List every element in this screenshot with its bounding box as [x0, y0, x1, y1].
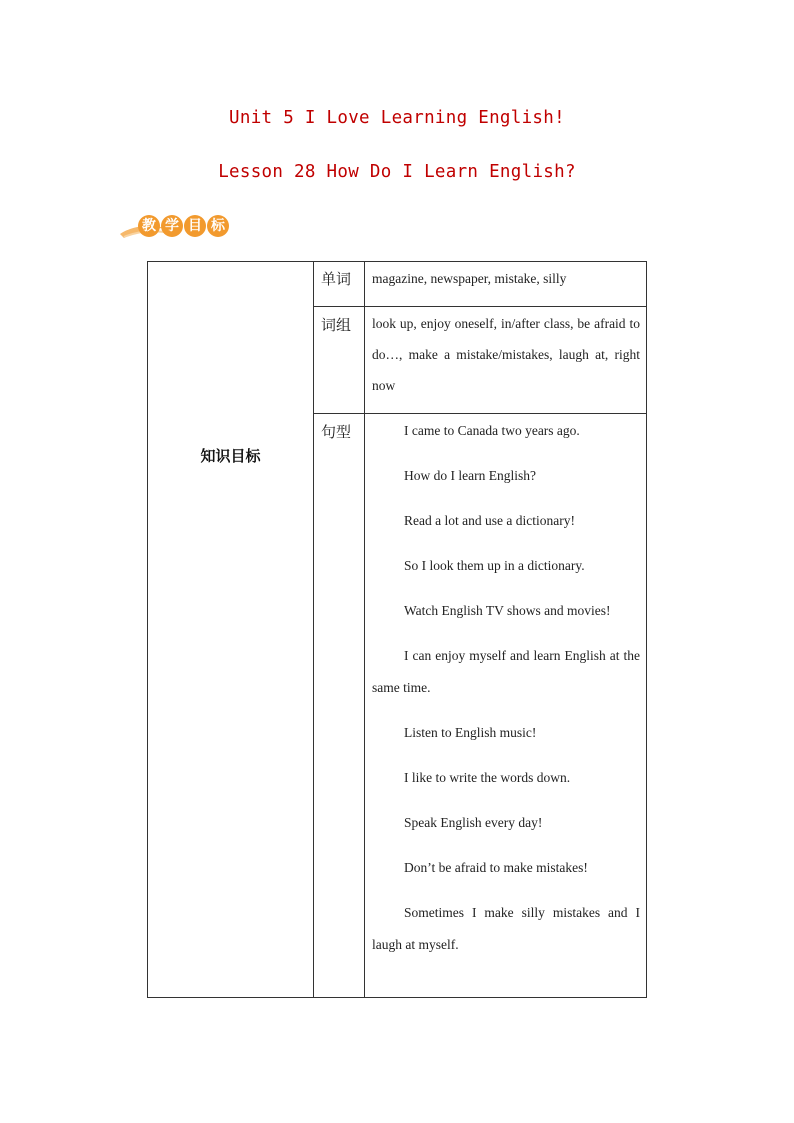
teaching-goals-badge [118, 212, 228, 242]
badge-char: 目 [184, 215, 206, 237]
sentence-item: How do I learn English? [404, 468, 536, 484]
words-content: magazine, newspaper, mistake, silly [372, 271, 567, 286]
row-divider [364, 413, 646, 414]
sentence-item: Watch English TV shows and movies! [404, 603, 611, 619]
sentence-item: Speak English every day! [404, 815, 543, 831]
sentence-item: I came to Canada two years ago. [404, 423, 580, 438]
sentence-item: Listen to English music! [404, 725, 537, 741]
row-divider [313, 306, 364, 307]
column-divider [313, 262, 314, 997]
sentence-item: Sometimes I make silly mistakes and I laugh at myself. [372, 905, 640, 952]
objectives-table [147, 261, 647, 998]
badge-char: 教 [138, 215, 160, 237]
row-label-sentences: 句型 [321, 423, 352, 441]
row-divider [364, 306, 646, 307]
lesson-title: Lesson 28 How Do I Learn English? [218, 162, 576, 182]
category-label: 知识目标 [200, 447, 261, 465]
sentences-content [372, 415, 640, 974]
badge-char: 学 [161, 215, 183, 237]
sentence-item: Read a lot and use a dictionary! [404, 513, 575, 529]
badge-char: 标 [207, 215, 229, 237]
row-label-phrases: 词组 [321, 316, 352, 334]
unit-title: Unit 5 I Love Learning English! [229, 108, 565, 128]
phrases-content: look up, enjoy oneself, in/after class, be afraid to do…, make a mistake/mistakes, laugh at, right now [372, 316, 640, 393]
sentence-item: I can enjoy myself and learn English at the same time. [372, 648, 640, 695]
column-divider [364, 262, 365, 997]
sentence-item: So I look them up in a dictionary. [404, 558, 585, 574]
sentence-item: I like to write the words down. [404, 770, 571, 786]
row-divider [313, 413, 364, 414]
row-label-words: 单词 [321, 270, 352, 288]
sentence-item: Don’t be afraid to make mistakes! [404, 860, 588, 876]
